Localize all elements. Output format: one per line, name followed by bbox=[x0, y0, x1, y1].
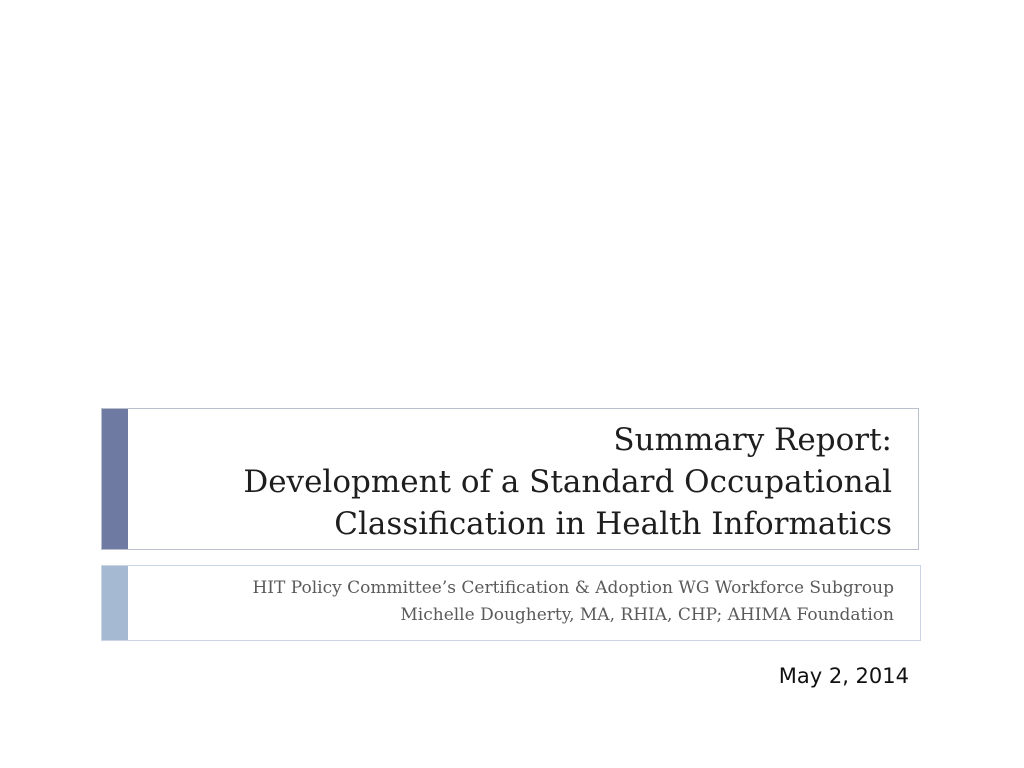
title-box bbox=[101, 408, 919, 550]
title-line: Development of a Standard Occupational bbox=[243, 464, 892, 500]
title-accent-bar bbox=[102, 409, 128, 549]
slide-subtitle bbox=[252, 575, 894, 629]
subtitle-line: HIT Policy Committee’s Certification & Adoption WG Workforce Subgroup bbox=[252, 578, 894, 598]
title-line: Classification in Health Informatics bbox=[334, 506, 892, 542]
subtitle-line: Michelle Dougherty, MA, RHIA, CHP; AHIMA Foundation bbox=[400, 605, 894, 625]
presentation-date: May 2, 2014 bbox=[778, 664, 909, 688]
title-line: Summary Report: bbox=[613, 422, 892, 458]
subtitle-box bbox=[101, 565, 921, 641]
subtitle-accent-bar bbox=[102, 566, 128, 640]
slide-title bbox=[243, 419, 892, 545]
